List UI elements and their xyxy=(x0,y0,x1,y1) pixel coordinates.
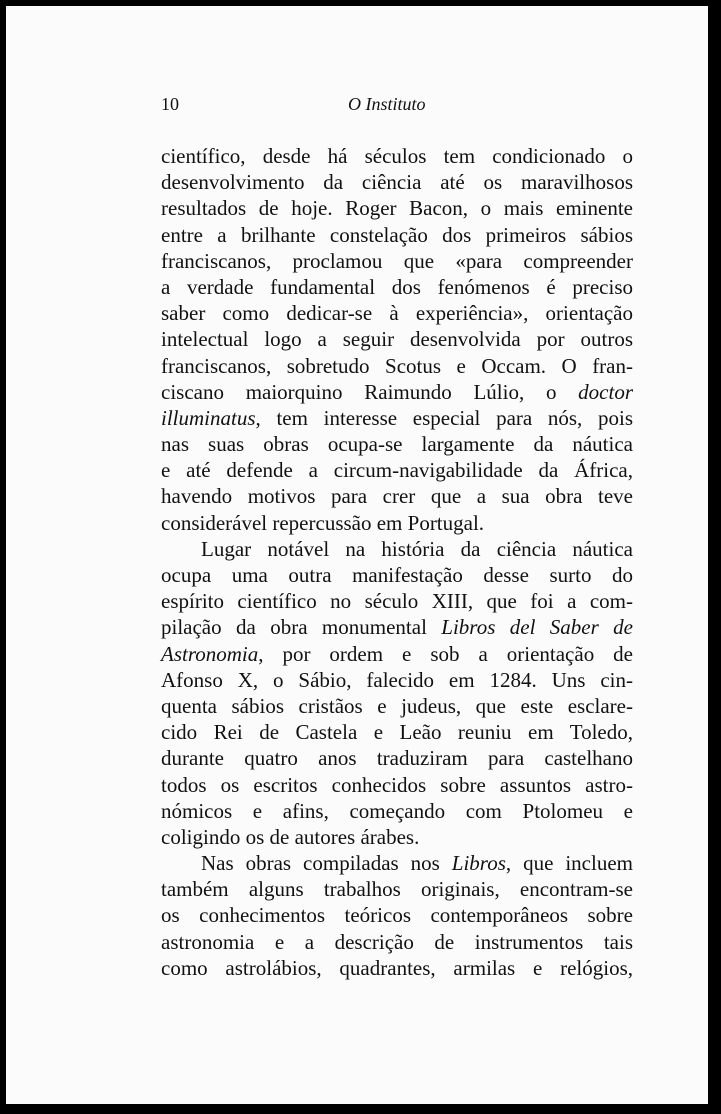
text-line: illuminatus, tem interesse especial para nós, pois xyxy=(161,405,633,430)
text-line: quenta sábios cristãos e judeus, que este esclare- xyxy=(161,693,633,718)
text-line: cido Rei de Castela e Leão reuniu em Toledo, xyxy=(161,720,633,745)
text-line: nómicos e afins, começando com Ptolomeu e xyxy=(161,798,633,823)
text-line: franciscanos, sobretudo Scotus e Occam. O fran- xyxy=(161,353,633,378)
body-text xyxy=(161,143,633,981)
text-line: Afonso X, o Sábio, falecido em 1284. Uns cin- xyxy=(161,667,633,692)
page-number: 10 xyxy=(161,94,179,114)
text-line: nas suas obras ocupa-se largamente da náutica xyxy=(161,432,633,457)
text-line: entre a brilhante constelação dos primeiros sábios xyxy=(161,222,633,247)
text-line: saber como dedicar-se à experiência», orientação xyxy=(161,301,633,326)
text-line: pilação da obra monumental Libros del Saber de xyxy=(161,615,633,640)
text-line: havendo motivos para crer que a sua obra teve xyxy=(161,484,633,509)
text-line: todos os escritos conhecidos sobre assuntos astro- xyxy=(161,772,633,797)
text-line: ocupa uma outra manifestação desse surto do xyxy=(161,563,633,587)
text-line: desenvolvimento da ciência até os maravilhosos xyxy=(161,170,633,195)
text-line: intelectual logo a seguir desenvolvida por outros xyxy=(161,327,633,352)
text-line: ciscano maiorquino Raimundo Lúlio, o doctor xyxy=(161,379,633,404)
text-line: científico, desde há séculos tem condicionado o xyxy=(161,144,633,168)
text-line: como astrolábios, quadrantes, armilas e relógios, xyxy=(161,955,633,980)
text-line: Nas obras compiladas nos Libros, que incluem xyxy=(201,851,633,876)
text-line: os conhecimentos teóricos contemporâneos sobre xyxy=(161,903,633,928)
page-header xyxy=(161,94,633,120)
text-line: franciscanos, proclamou que «para compreender xyxy=(161,248,633,273)
text-line: durante quatro anos traduziram para castelhano xyxy=(161,746,633,771)
book-page xyxy=(6,6,708,1104)
text-line: considerável repercussão em Portugal. xyxy=(161,510,485,535)
text-line: astronomia e a descrição de instrumentos tais xyxy=(161,929,633,954)
text-line: e até defende a circum-navigabilidade da África, xyxy=(161,458,633,483)
text-line: a verdade fundamental dos fenómenos é preciso xyxy=(161,274,633,299)
text-line: também alguns trabalhos originais, encontram-se xyxy=(161,877,633,902)
text-line: Lugar notável na história da ciência náutica xyxy=(201,536,633,561)
text-line: espírito científico no século XIII, que foi a com- xyxy=(161,589,633,614)
text-line: coligindo os de autores árabes. xyxy=(161,824,420,849)
text-line: Astronomia, por ordem e sob a orientação de xyxy=(161,641,633,666)
running-title: O Instituto xyxy=(348,94,426,114)
text-line: resultados de hoje. Roger Bacon, o mais eminente xyxy=(161,196,633,221)
